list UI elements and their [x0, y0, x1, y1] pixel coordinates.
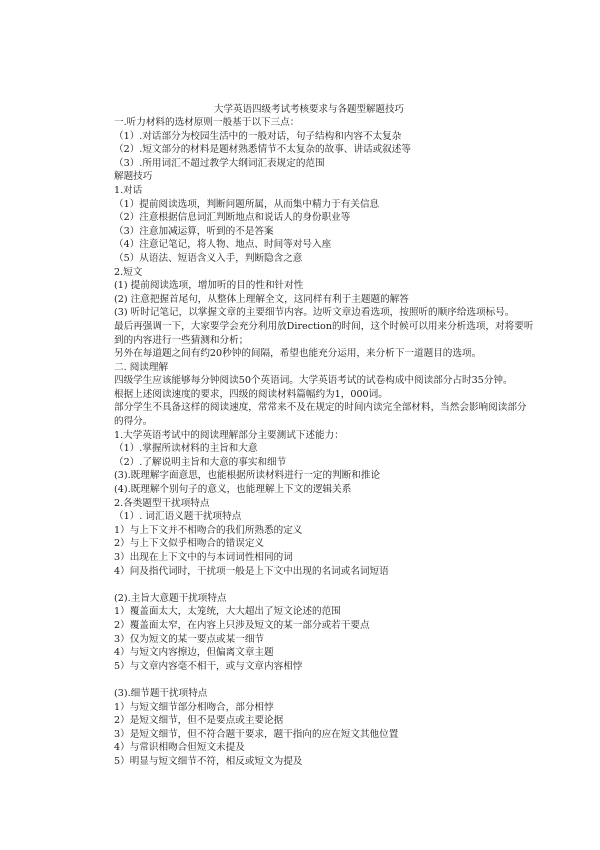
document-body [114, 116, 534, 769]
text-line: 2）是短文细节，但不是要点或主要论据 [114, 715, 284, 727]
text-line: 一.听力材料的选材原则一般基于以下三点： [114, 117, 300, 128]
text-line: (2).主旨大意题干扰项特点 [114, 592, 227, 604]
text-line: 部分学生不具备这样的阅读速度，常常来不及在规定的时间内读完全部材料，当然会影响阅读部分 [114, 402, 527, 414]
text-line: (3) 听时记笔记，以掌握文章的主要细节内容。边听文章边看选项，按照听的顺序给选项标号。 [114, 307, 515, 319]
text-line: 到的内容进行一些猜测和分析； [114, 334, 249, 346]
text-line: （3）注意加减运算，听到的不是答案 [114, 225, 274, 237]
text-line: （4）注意记笔记，将人物、地点、时间等对号入座 [114, 239, 332, 251]
text-line: （2）注意根据信息词汇判断地点和说话人的身份职业等 [114, 212, 351, 224]
text-line: （1）.对话部分为校园生活中的一般对话，句子结构和内容不太复杂 [114, 130, 402, 142]
text-line: 2）覆盖面太窄，在内容上只涉及短文的某一部分或若干要点 [114, 619, 370, 631]
text-line: （2）.了解说明主旨和大意的事实和细节 [114, 456, 287, 468]
text-line: 1.对话 [114, 184, 143, 196]
text-line: 四级学生应该能够每分钟阅读50个英语词。大学英语考试的试卷构成中阅读部分占时35分钟。 [114, 375, 513, 387]
text-line: (1) 提前阅读选项，增加听的目的性和针对性 [114, 280, 304, 292]
text-line: 根据上述阅读速度的要求，四级的阅读材料篇幅约为1，000词。 [114, 388, 388, 400]
text-line: （2）.短文部分的材料是题材熟悉情节不太复杂的故事、讲话或叙述等 [114, 144, 411, 156]
text-line [114, 673, 496, 687]
text-line: (4).既理解个别句子的意义，也能理解上下文的逻辑关系 [114, 484, 352, 496]
text-line: (3).细节题干扰项特点 [114, 687, 208, 699]
document-title: 大学英语四级考试考核要求与各题型解题技巧 [213, 104, 404, 115]
text-line: 2.各类题型干扰项特点 [114, 497, 210, 509]
text-line: 2）与上下文似乎相吻合的错误定义 [114, 538, 265, 550]
text-line: 解题技巧 [114, 171, 153, 183]
text-line: 2.短文 [114, 266, 143, 278]
text-line [114, 578, 496, 592]
text-line: （1）. 词汇语义题干扰项特点 [114, 511, 242, 523]
text-line: 4）与短文内容擦边，但偏离文章主题 [114, 647, 274, 659]
text-line: （1）提前阅读选项，判断问题所属，从而集中精力于有关信息 [114, 198, 380, 210]
text-line: (3).既理解字面意思，也能根据所读材料进行一定的判断和推论 [114, 470, 381, 482]
text-line: 1.大学英语考试中的阅读理解部分主要测试下述能力： [114, 429, 344, 441]
text-line: 4）问及指代词时，干扰项一般是上下文中出现的名词或名词短语 [114, 565, 389, 577]
text-line: 4）与常识相吻合但短文未提及 [114, 742, 245, 754]
text-line: 3）仅为短文的某一要点或某一细节 [114, 633, 265, 645]
text-line: (2) 注意把握首尾句，从整体上理解全文，这同样有利于主题题的解答 [114, 293, 409, 305]
text-line: 另外在每道题之间有约20秒钟的间隔，希望也能充分运用，来分析下一道题目的选项。 [114, 348, 482, 360]
text-line: 1）与上下文并不相吻合的我们所熟悉的定义 [114, 524, 303, 536]
text-line: 5）与文章内容毫不相干，或与文章内容相悖 [114, 660, 303, 672]
text-line: 最后再强调一下，大家要学会充分利用放Direction的时间，这个时候可以用来分析选项，对将要听 [114, 320, 534, 332]
text-line: 1）覆盖面太大，太笼统，大大超出了短文论述的范围 [114, 606, 341, 618]
text-line: （1）.掌握所读材料的主旨和大意 [114, 443, 258, 455]
text-line: 二. 阅读理解 [114, 361, 169, 373]
text-line: 1）与短文细节部分相吻合，部分相悖 [114, 701, 274, 713]
text-line: （3）.所用词汇不超过教学大纲词汇表规定的范围 [114, 157, 325, 169]
text-line: （5）从语法、短语含义入手，判断隐含之意 [114, 252, 303, 264]
text-line: 3）出现在上下文中的与本词词性相同的词 [114, 552, 293, 563]
text-line: 的得分。 [114, 416, 153, 428]
text-line: 3）是短文细节，但不符合题干要求，题干指向的应在短文其他位置 [114, 728, 399, 740]
text-line: 5）明显与短文细节不符，相反或短文为提及 [114, 755, 303, 767]
